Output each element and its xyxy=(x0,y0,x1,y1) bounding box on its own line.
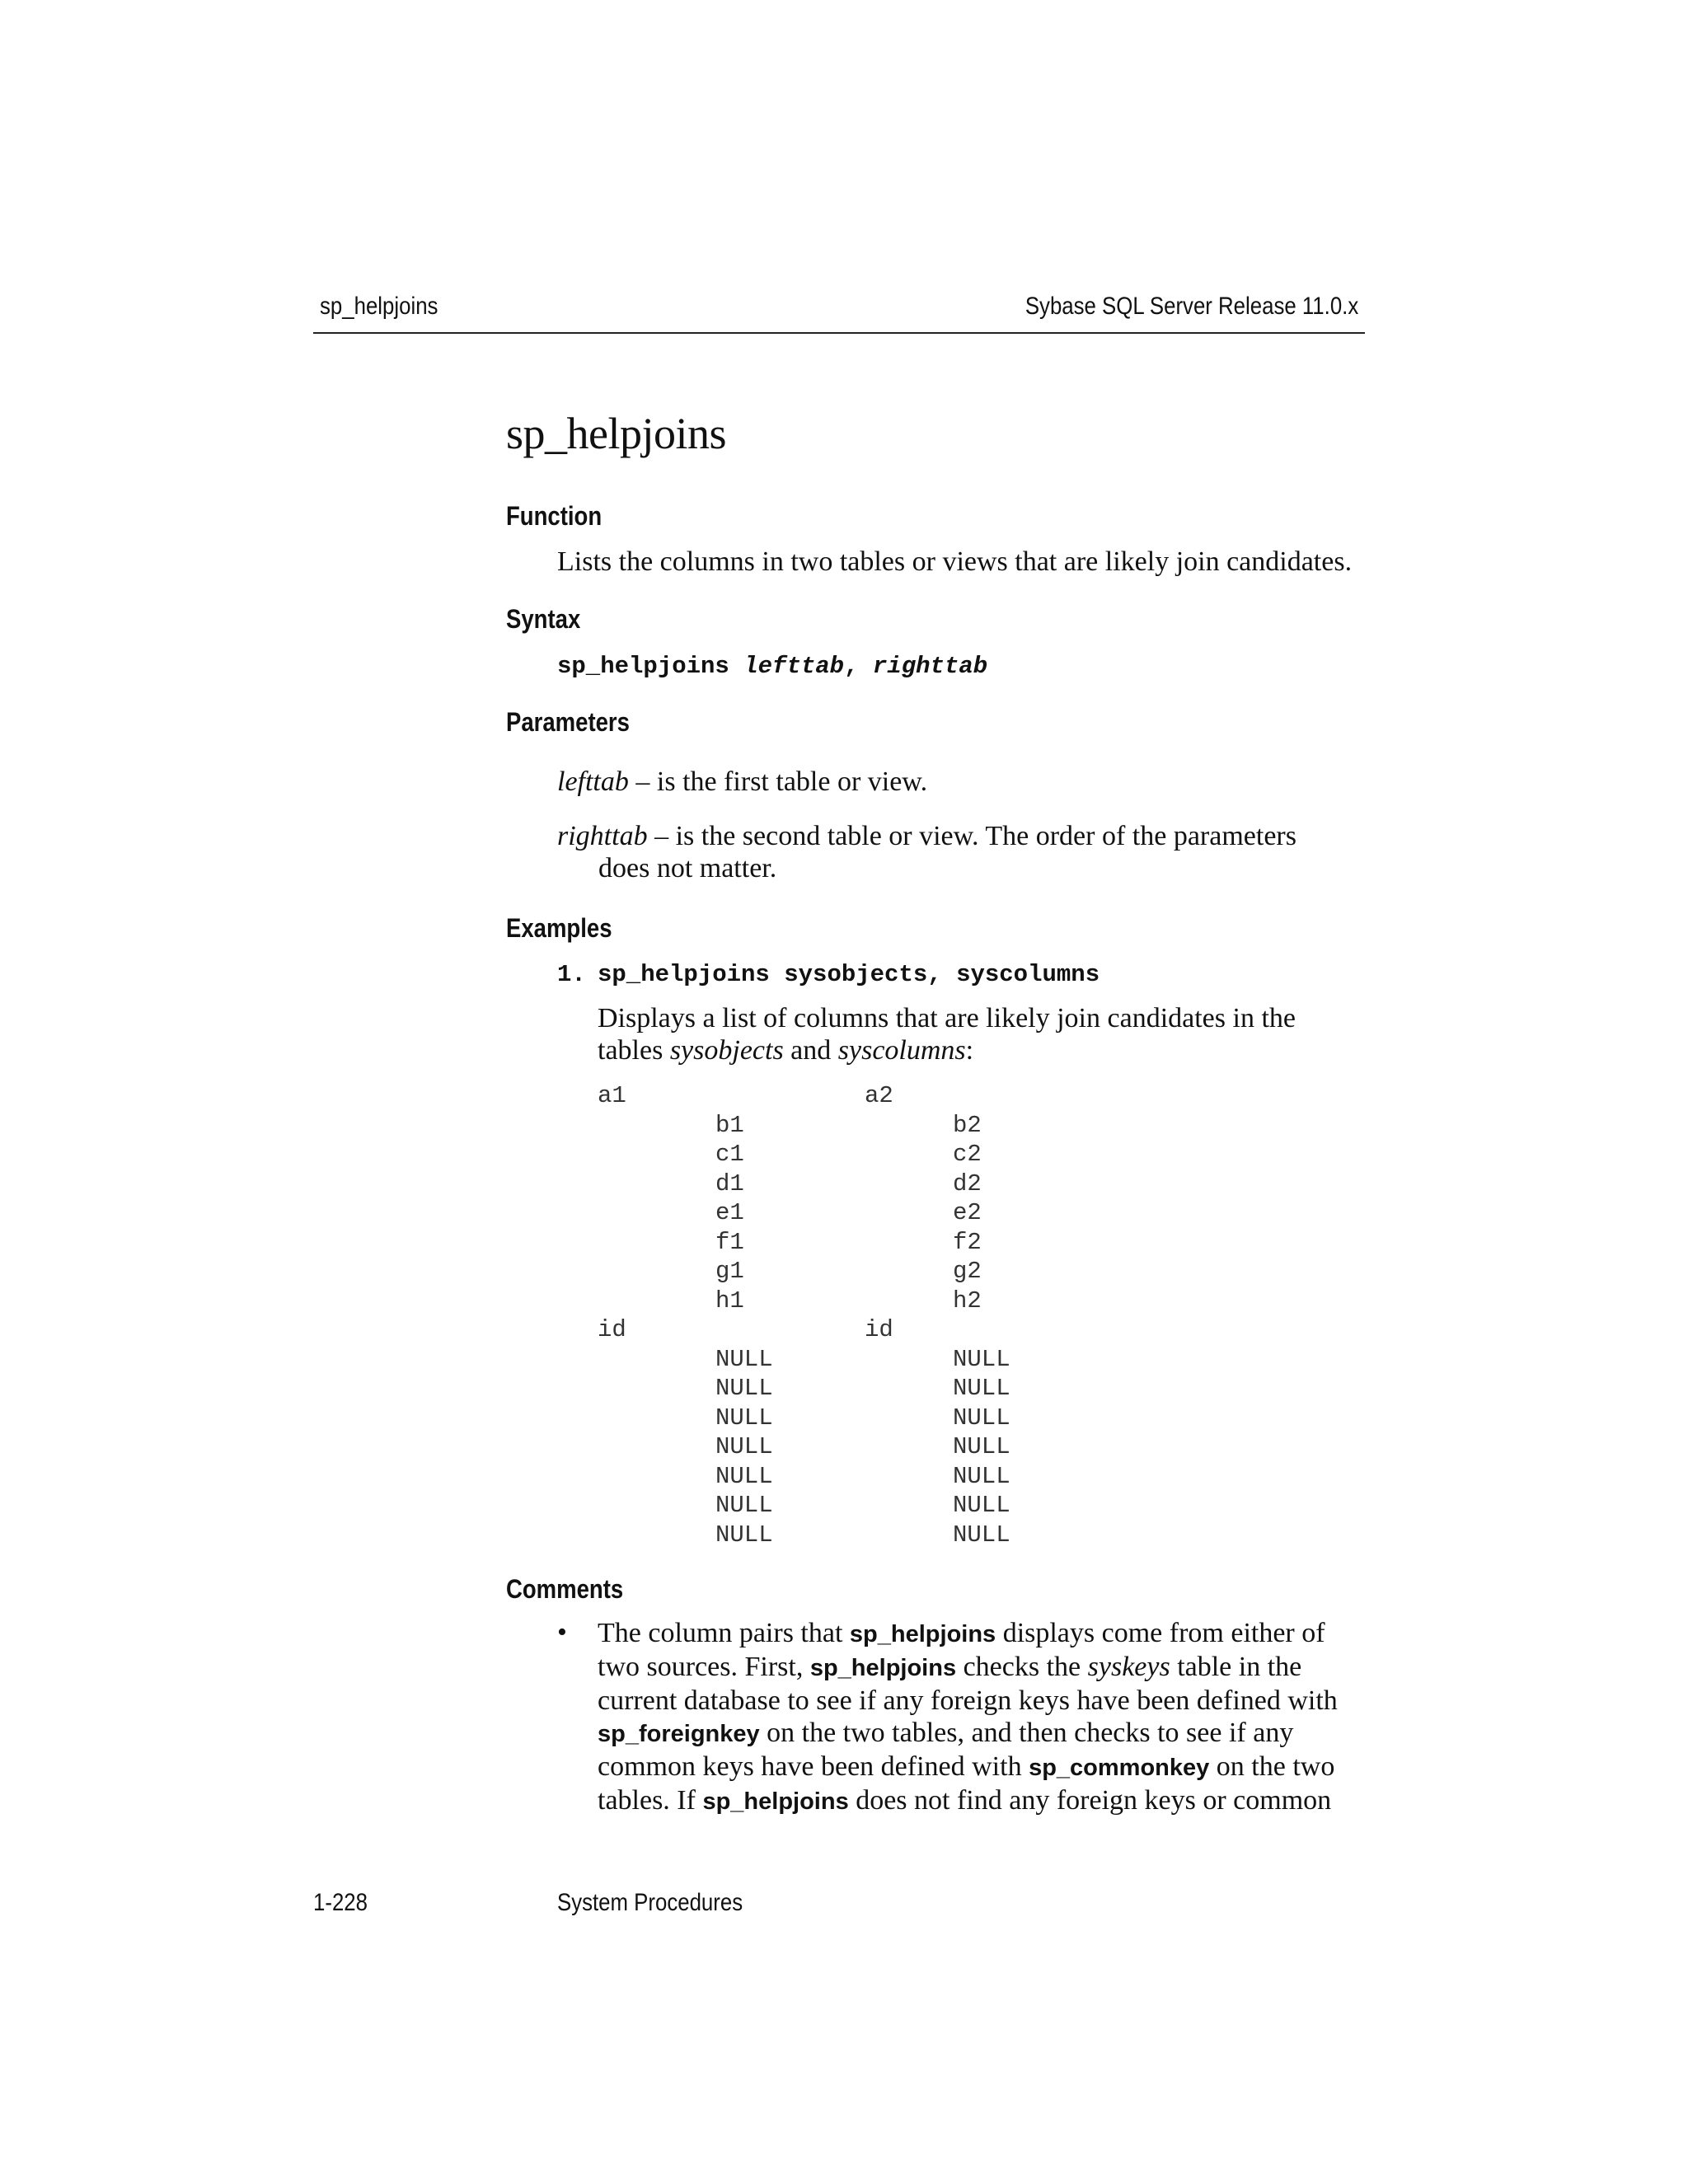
table-ref: syskeys xyxy=(1087,1652,1170,1682)
command-ref: sp_commonkey xyxy=(1029,1755,1210,1781)
parameter-desc: – is the first table or view. xyxy=(635,766,928,797)
syntax-sep: , xyxy=(844,653,859,680)
example-number: 1. xyxy=(557,961,586,988)
example-desc-line2 xyxy=(598,1034,1296,1066)
function-heading: Function xyxy=(506,501,603,531)
comment-text: displays come from either of two sources. First, xyxy=(598,1618,1325,1682)
comment-text: on the two tables. If xyxy=(598,1751,1335,1816)
comment-text: checks the xyxy=(956,1652,1088,1682)
comment-paragraph xyxy=(598,1617,1368,1818)
syntax-arg1: lefttab xyxy=(743,653,845,680)
example-desc-text: tables xyxy=(598,1035,670,1066)
page-number: 1-228 xyxy=(313,1889,368,1916)
output-column-a: a1 id xyxy=(598,1082,626,1343)
command-ref: sp_helpjoins xyxy=(849,1621,996,1647)
command-ref: sp_helpjoins xyxy=(702,1788,849,1815)
comment-text: on the two tables, and then checks to see if any common keys have been defined with xyxy=(598,1718,1294,1782)
output-column-c: a2 id xyxy=(865,1082,893,1343)
parameters-heading: Parameters xyxy=(506,707,630,737)
comment-text: The column pairs that xyxy=(598,1618,850,1648)
header-right: Sybase SQL Server Release 11.0.x xyxy=(1025,293,1358,320)
page-title: sp_helpjoins xyxy=(506,409,727,458)
example-desc-text: : xyxy=(965,1035,974,1066)
parameter-item xyxy=(557,766,1365,798)
example-table-2: syscolumns xyxy=(837,1035,966,1066)
parameter-desc-cont: does not matter. xyxy=(598,853,777,883)
comments-heading: Comments xyxy=(506,1574,624,1604)
syntax-line xyxy=(557,653,987,680)
syntax-arg2: righttab xyxy=(872,653,988,680)
example-code: sp_helpjoins sysobjects, syscolumns xyxy=(598,961,1100,988)
parameter-desc: – is the second table or view. The order of the parameters xyxy=(654,821,1296,851)
parameter-item xyxy=(557,820,1365,884)
comment-text: table in the current database to see if any foreign keys have been defined with xyxy=(598,1652,1338,1716)
footer-section: System Procedures xyxy=(557,1889,743,1916)
output-column-d: b2 c2 d2 e2 f2 g2 h2 NULL NULL NULL NULL NULL NULL NULL xyxy=(953,1111,1010,1549)
header-left: sp_helpjoins xyxy=(320,293,438,320)
example-desc-line1: Displays a list of columns that are likely join candidates in the xyxy=(598,1003,1296,1033)
bullet-marker: • xyxy=(557,1617,567,1647)
parameter-name: lefttab xyxy=(557,766,629,797)
comment-text: does not find any foreign keys or common xyxy=(848,1785,1332,1816)
example-desc xyxy=(598,1002,1296,1066)
parameter-name: righttab xyxy=(557,821,648,851)
syntax-command: sp_helpjoins xyxy=(557,653,729,680)
example-table-1: sysobjects xyxy=(669,1035,784,1066)
output-column-b: b1 c1 d1 e1 f1 g1 h1 NULL NULL NULL NULL NULL NULL NULL xyxy=(715,1111,773,1549)
running-header xyxy=(313,293,1365,334)
syntax-heading: Syntax xyxy=(506,604,581,634)
examples-heading: Examples xyxy=(506,913,612,943)
command-ref: sp_helpjoins xyxy=(809,1655,957,1681)
function-text: Lists the columns in two tables or views that are likely join candidates. xyxy=(557,546,1353,577)
command-ref: sp_foreignkey xyxy=(598,1721,760,1747)
example-desc-text: and xyxy=(783,1035,838,1066)
